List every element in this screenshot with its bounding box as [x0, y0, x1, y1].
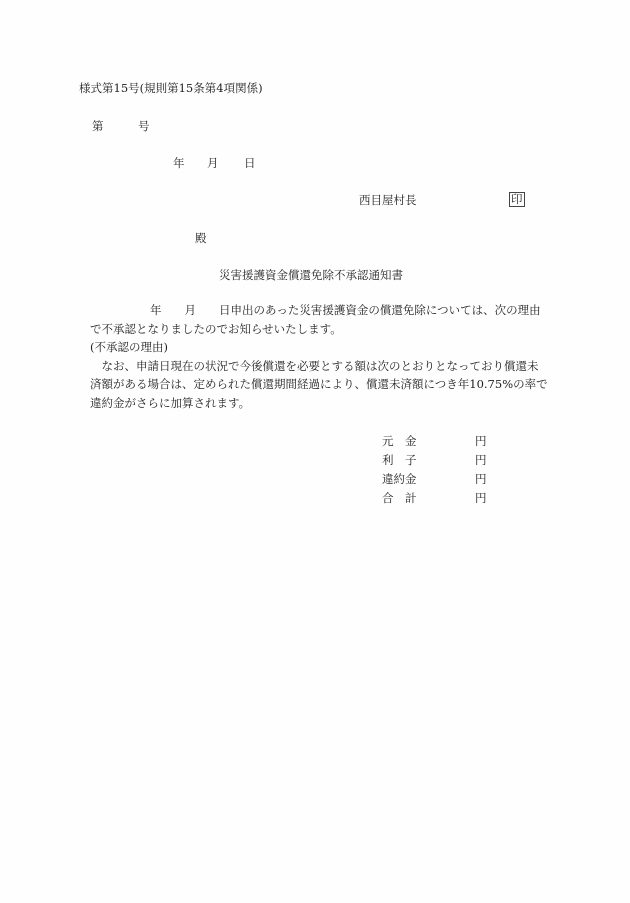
body-line-1: 年 月 日申出のあった災害援護資金の償還免除については、次の理由 [150, 303, 541, 317]
issuer-name: 西目屋村長 [359, 193, 417, 207]
amount-label: 合 計 [382, 491, 417, 505]
reason-heading: (不承認の理由) [90, 340, 168, 354]
seal-mark [509, 192, 525, 207]
amount-label: 違約金 [382, 472, 417, 486]
body-line-5: 済額がある場合は、定められた償還期間経過により、償還未済額につき年10.75%の率で [90, 377, 548, 391]
body-line-2: で不承認となりましたのでお知らせいたします。 [90, 321, 342, 336]
document-title: 災害援護資金償還免除不承認通知書 [219, 268, 403, 282]
amount-label: 元 金 [382, 434, 417, 448]
amount-unit: 円 [475, 453, 487, 467]
amount-row-total [382, 489, 492, 507]
notice-body [80, 301, 550, 412]
body-line-4: なお、申請日現在の状況で今後償還を必要とする額は次のとおりとなっており償還未 [90, 358, 539, 373]
amount-unit: 円 [475, 434, 487, 448]
amount-unit: 円 [475, 472, 487, 486]
amount-label: 利 子 [382, 453, 417, 467]
body-line-6: 違約金がさらに加算されます。 [90, 395, 251, 410]
amount-row-penalty [382, 470, 492, 488]
seal-icon: 印 [511, 192, 523, 206]
form-header: 様式第15号(規則第15条第4項関係) [79, 81, 263, 95]
date-month-label: 月 [207, 156, 219, 170]
amount-row-principal [382, 432, 492, 450]
addressee-suffix: 殿 [195, 231, 207, 245]
number-suffix: 号 [138, 119, 150, 133]
amount-unit: 円 [475, 491, 487, 505]
amount-row-interest [382, 451, 492, 469]
date-day-label: 日 [244, 156, 256, 170]
number-prefix: 第 [92, 119, 104, 133]
date-year-label: 年 [173, 156, 185, 170]
